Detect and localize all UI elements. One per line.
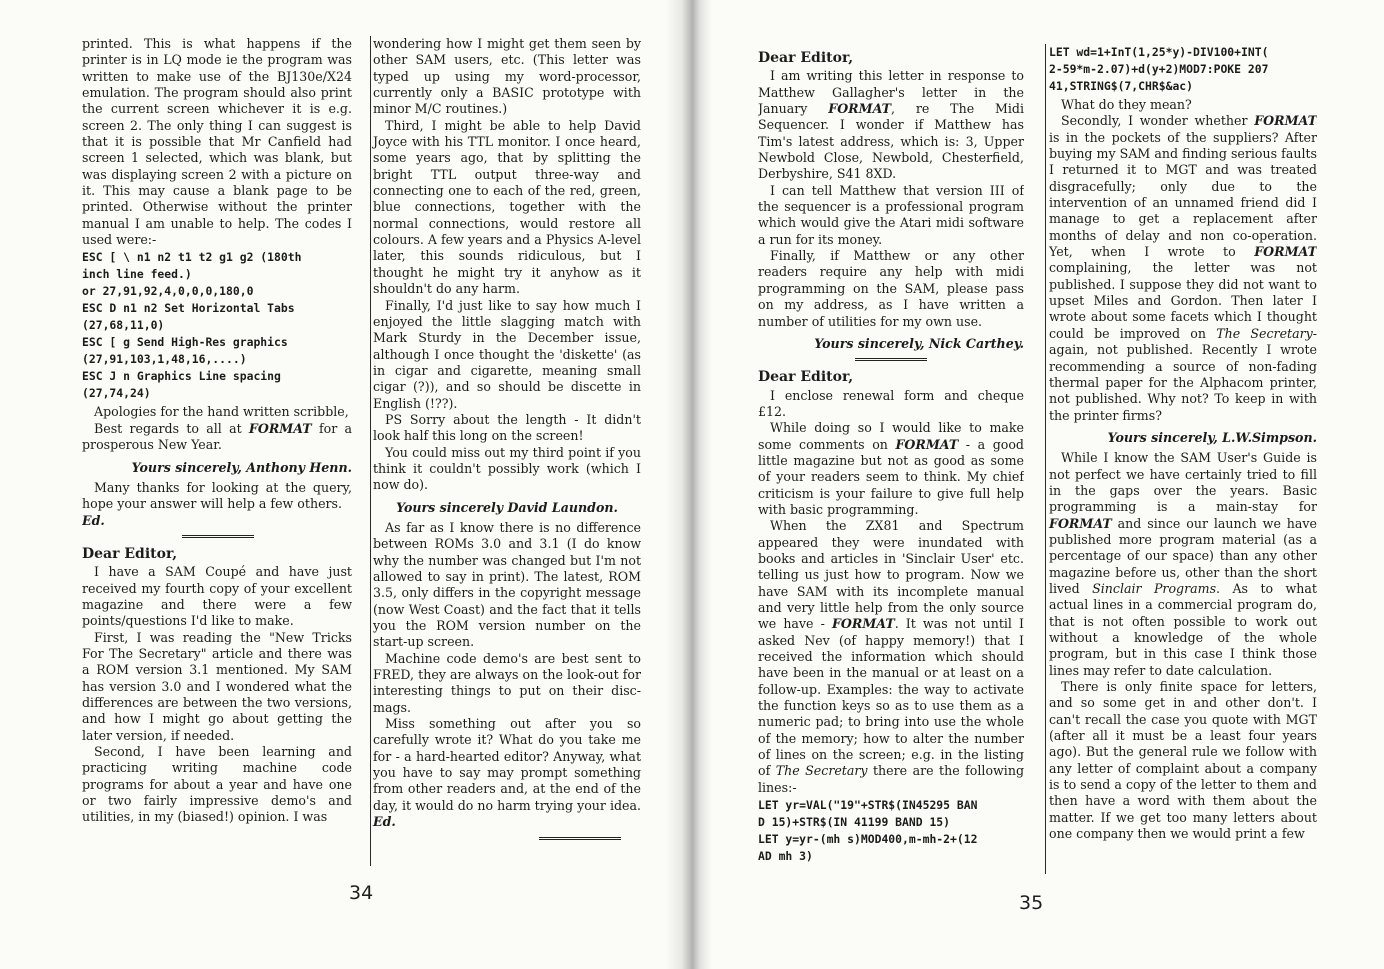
code-line: LET y=yr-(mh s)MOD400,m-mh-2+(12 — [758, 832, 978, 847]
editor-reply: Many thanks for looking at the query, hope your answer will help a few others. Ed. — [82, 479, 352, 528]
code-line: LET wd=1+InT(1,25*y)-DIV100+INT( — [1049, 45, 1269, 59]
page-number: 34 — [349, 882, 374, 904]
paragraph: Secondly, I wonder whether FORMAT is in the pockets of the suppliers? After buying my SAM and finding serious faults I returned it to MGT and was treated disgracefully; only due to the intervention of an unnamed friend did I manage to get a replacement after months of delay and non co-operation. Yet, when I wrote to FORMAT complaining, the letter was not published. I suppose they did not want to upset Miles and Gordon. Then later I wrote about some facets which I thought could be improved on The Secretary- again, not published. Recently I wrote recommending a source of non-fading thermal paper for the Alphacom printer, not published. Why not? To keep in with the printer firms? — [1049, 113, 1317, 423]
left-page-column-1 — [82, 36, 352, 866]
code-line: ESC [ \ n1 n2 t1 t2 g1 g2 (180th — [82, 250, 302, 265]
gutter-shadow — [666, 0, 692, 969]
signature: Yours sincerely David Laundon. — [396, 499, 618, 515]
editor-reply: There is only finite space for letters, and so some get in and other don't. I can't recall the case you quote with MGT (after all it must be a least four years ago). But the general rule we follow with any letter of complaint about a company is to send a copy of the letter to them and then have a word with them about the matter. If we get too many letters about one company then we would print a few — [1049, 679, 1317, 842]
paragraph: I am writing this letter in response to Matthew Gallagher's letter in the January FORMAT, re The Midi Sequencer. I wonder if Matthew has Tim's latest address, which is: 3, Upper Newbold Close, Newbold, Chesterfield, Derbyshire, S41 8XD. — [758, 68, 1024, 182]
paragraph: When the ZX81 and Spectrum appeared they were inundated with books and articles in 'Sinclair User' etc. telling us just how to program. Now we have SAM with its incomplete manual and very little help from the only source we have - FORMAT. It was not until I asked Nev (of happy memory!) that I received the information which should have been in the manual or at least on a follow-up. Examples: the way to activate the function keys so as to use them as a numeric pad; to bring into use the whole of the memory; how to alter the number of lines on the screen; e.g. in the listing of The Secretary there are the following lines:- — [758, 518, 1024, 795]
left-page-column-2 — [370, 36, 641, 866]
paragraph: I enclose renewal form and cheque £12. — [758, 387, 1024, 419]
code-line: ESC D n1 n2 Set Horizontal Tabs — [82, 301, 295, 316]
paragraph: I have a SAM Coupé and have just received my fourth copy of your excellent magazine and there were a few points/questions I'd like to make. — [82, 564, 352, 629]
right-page — [692, 0, 1384, 969]
code-line: 2-59*m-2.07)+d(y+2)MOD7:POKE 207 — [1049, 62, 1269, 76]
divider-rule — [182, 535, 254, 538]
paragraph: wondering how I might get them seen by other SAM users, etc. (This letter was typed up using my word-processor, currently only a BASIC prototype with minor M/C routines.) — [373, 36, 641, 117]
signature: Yours sincerely, L.W.Simpson. — [1107, 429, 1317, 445]
code-line: LET yr=VAL("19"+STR$(IN45295 BAN — [758, 798, 978, 813]
code-line: (27,74,24) — [82, 386, 151, 401]
divider-rule — [539, 837, 621, 840]
printer-codes — [82, 249, 352, 402]
paragraph: First, I was reading the "New Tricks For The Secretary" article and there was a ROM version 3.1 mentioned. My SAM has version 3.0 and I wondered what the differences are between the two versions, and how I might go about getting the later version, if needed. — [82, 629, 352, 743]
letter-heading: Dear Editor, — [758, 369, 854, 386]
signature: Yours sincerely, Nick Carthey. — [814, 335, 1024, 351]
right-page-column-2 — [1045, 44, 1317, 874]
editor-reply: Miss something out after you so carefully wrote it? What do you take me for - a hard-hearted editor? Anyway, what you have to say may prompt something from other readers and, at the end of the day, it would do no harm trying your idea. Ed. — [373, 716, 641, 830]
basic-listing — [1049, 44, 1317, 95]
paragraph: You could miss out my third point if you think it couldn't possibly work (which I now do). — [373, 444, 641, 493]
page-number: 35 — [1019, 892, 1044, 914]
letter-heading: Dear Editor, — [758, 50, 854, 66]
paragraph: I can tell Matthew that version III of the sequencer is a professional program which would give the Atari midi software a run for its money. — [758, 182, 1024, 247]
editor-reply: Machine code demo's are best sent to FRED, they are always on the look-out for interesting things to put on their disc-mags. — [373, 650, 641, 715]
right-page-column-1 — [758, 48, 1024, 868]
code-line: ESC [ g Send High-Res graphics — [82, 335, 288, 350]
paragraph: What do they mean? — [1061, 97, 1192, 112]
code-line: ESC J n Graphics Line spacing — [82, 369, 281, 384]
signature: Yours sincerely, Anthony Henn. — [131, 459, 352, 475]
basic-listing — [758, 797, 1024, 865]
code-line: AD mh 3) — [758, 849, 813, 864]
editor-reply: While I know the SAM User's Guide is not perfect we have certainly tried to fill in the gaps over the years. Basic programming is a main-stay for FORMAT and since our launch we have published more program material (as a percentage of our space) than any other magazine before us, other than the short lived Sinclair Programs. As to what actual lines in a commercial program do, that is not often possible to work out without a knowledge of the whole program, but in this case I think those lines may refer to date calculation. — [1049, 450, 1317, 678]
code-line: (27,68,11,0) — [82, 318, 165, 333]
editor-reply: As far as I know there is no difference between ROMs 3.0 and 3.1 (I do know why the number was changed but I'm not allowed to say in print). The latest, ROM 3.5, only differs in the copyright message (now West Coast) and the fact that it tells you the ROM version number on the start-up screen. — [373, 519, 641, 650]
code-line: D 15)+STR$(IN 41199 BAND 15) — [758, 815, 951, 830]
code-line: (27,91,103,1,48,16,....) — [82, 352, 247, 367]
paragraph: PS Sorry about the length - It didn't look half this long on the screen! — [373, 411, 641, 444]
format-title: FORMAT — [248, 420, 312, 436]
paragraph: Finally, I'd just like to say how much I enjoyed the little slagging match with Mark Sturdy in the December issue, although I once thought the 'diskette' (as in cigar and cigarette, meaning small cigar (?)), and so should be discette in English (!??). — [373, 297, 641, 411]
divider-rule — [855, 358, 927, 361]
code-line: 41,STRING$(7,CHR$&ac) — [1049, 79, 1194, 93]
paragraph: Best regards to all at FORMAT for a prosperous New Year. — [82, 420, 352, 453]
code-line: inch line feed.) — [82, 267, 192, 282]
paragraph: Apologies for the hand written scribble, — [94, 404, 349, 420]
paragraph: While doing so I would like to make some comments on FORMAT - a good little magazine but not as good as some of your readers seem to think. My chief criticism is your failure to give full help with basic programming. — [758, 420, 1024, 517]
paragraph: Second, I have been learning and practicing writing machine code programs for about a year and have one or two fairly impressive demo's and utilities, in my (biased!) opinion. I was — [82, 744, 352, 825]
paragraph: Third, I might be able to help David Joyce with his TTL monitor. I once heard, some years ago, that by splitting the bright TTL output three-way and connecting one to each of the red, green, blue connections, together with the normal connections, would restore all colours. A few years and a Physics A-level later, this sounds ridiculous, but I thought he might try it anyhow as it shouldn't do any harm. — [373, 117, 641, 297]
paragraph: Finally, if Matthew or any other readers require any help with midi programming on the SAM, please pass on my address, as I have written a number of utilities for my own use. — [758, 248, 1024, 329]
gutter-shadow — [692, 0, 712, 969]
paragraph: printed. This is what happens if the printer is in LQ mode ie the program was written to make use of the BJ130e/X24 emulation. The program should also print the current screen whichever it is e.g. screen 2. The only thing I can suggest is that it is possible that Mr Canfield had screen 1 selected, which was blank, but was displaying screen 2 with a picture on it. This may cause a blank page to be printed. Otherwise without the printer manual I am unable to help. The codes I used were:- — [82, 36, 352, 248]
letter-heading: Dear Editor, — [82, 545, 178, 562]
code-line: or 27,91,92,4,0,0,0,180,0 — [82, 284, 254, 299]
